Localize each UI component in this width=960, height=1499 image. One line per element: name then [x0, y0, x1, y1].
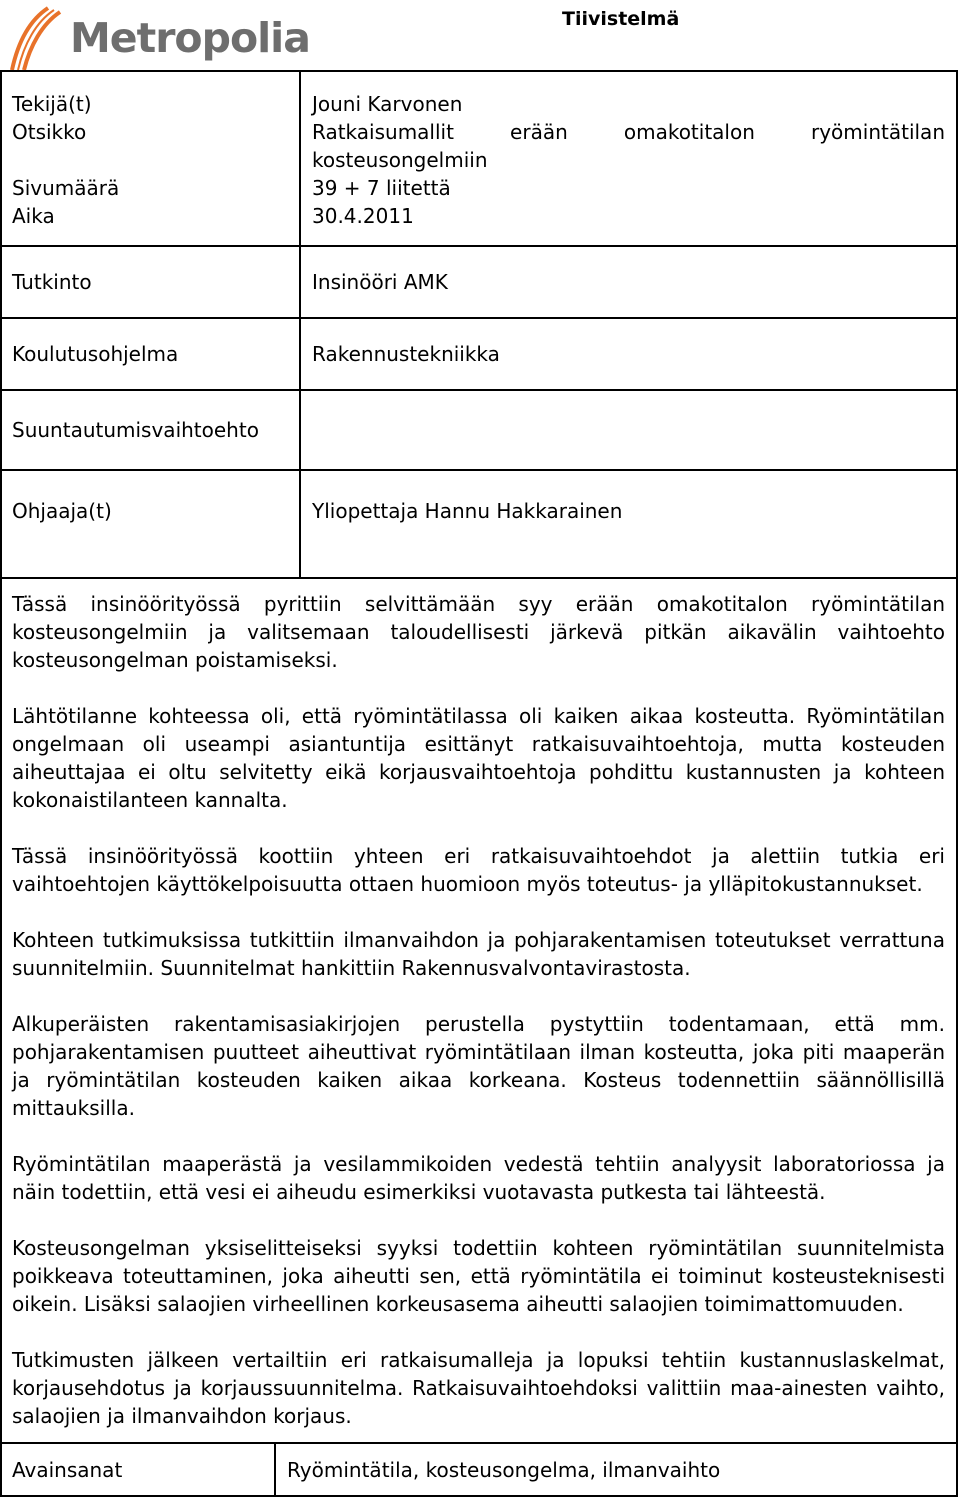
keywords-column-divider [274, 1442, 276, 1497]
pages-value: 39 + 7 liitettä [312, 176, 451, 200]
metropolia-logo [8, 2, 328, 72]
programme-value: Rakennustekniikka [312, 342, 500, 366]
title-value-line1: Ratkaisumallit erään omakotitalon ryömintätilan [312, 120, 945, 144]
abstract-paragraph: Tutkimusten jälkeen vertailtiin eri ratkaisumalleja ja lopuksi tehtiin kustannuslaskelmat, korjausehdotus ja korjaussuunnitelma. Ratkaisuvaihtoehdoksi valittiin maa-ainesten vaihto, salaojien ja ilmanvaihdon korjaus. [12, 1348, 945, 1428]
info-table-column-divider [299, 70, 301, 579]
specialisation-label: Suuntautumisvaihtoehto [12, 418, 259, 442]
logo-flame-icon [8, 2, 78, 72]
supervisor-value: Yliopettaja Hannu Hakkarainen [312, 499, 623, 523]
abstract-paragraph: Lähtötilanne kohteessa oli, että ryömintätilassa oli kaiken aikaa kosteutta. Ryömintätilan ongelmaan oli useampi asiantuntija esittänyt ratkaisuvaihtoehtoja, mutta kosteuden aiheuttajaa ei oltu selvitetty eikä korjausvaihtoehtoja pohdittu kustannusten ja kohteen kokonaistilanteen kannalta. [12, 704, 945, 812]
abstract-paragraph: Alkuperäisten rakentamisasiakirjojen perustella pystyttiin todentamaan, että mm. pohjarakentamisen puutteet aiheuttivat ryömintätilaan ilman kosteutta, joka piti maaperän ja ryömintätilan kosteuden kaiken aikaa korkeana. Kosteus todennettiin säännöllisillä mittauksilla. [12, 1012, 945, 1120]
pages-label: Sivumäärä [12, 176, 120, 200]
author-label: Tekijä(t) [12, 92, 92, 116]
row-divider-1 [0, 245, 958, 247]
keywords-label: Avainsanat [12, 1458, 123, 1482]
abstract-body [12, 590, 945, 1430]
degree-value: Insinööri AMK [312, 270, 448, 294]
abstract-paragraph: Kohteen tutkimuksissa tutkittiin ilmanvaihdon ja pohjarakentamisen toteutukset verrattuna suunnitelmiin. Suunnitelmat hankittiin Rakennusvalvontavirastosta. [12, 928, 945, 980]
title-value-line2: kosteusongelmiin [312, 148, 488, 172]
abstract-paragraph: Tässä insinöörityössä pyrittiin selvittämään syy erään omakotitalon ryömintätilan kosteusongelmiin ja valitsemaan taloudellisesti järkevä pitkän aikavälin vaihtoehto kosteusongelman poistamiseksi. [12, 592, 945, 672]
author-value: Jouni Karvonen [312, 92, 463, 116]
abstract-paragraph: Ryömintätilan maaperästä ja vesilammikoiden vedestä tehtiin analyysit laboratoriossa ja näin todettiin, että vesi ei aiheudu esimerkiksi vuotavasta putkesta tai lähteestä. [12, 1152, 945, 1204]
row-divider-3 [0, 389, 958, 391]
abstract-paragraph: Tässä insinöörityössä koottiin yhteen eri ratkaisuvaihtoehdot ja alettiin tutkia eri vaihtoehtojen käyttökelpoisuutta ottaen huomioon myös toteutus- ja ylläpitokustannukset. [12, 844, 945, 896]
degree-label: Tutkinto [12, 270, 92, 294]
date-label: Aika [12, 204, 55, 228]
row-divider-4 [0, 469, 958, 471]
abstract-left-border [0, 578, 2, 1444]
abstract-right-border [956, 578, 958, 1444]
row-divider-2 [0, 317, 958, 319]
supervisor-label: Ohjaaja(t) [12, 499, 112, 523]
keywords-value: Ryömintätila, kosteusongelma, ilmanvaihto [287, 1458, 721, 1482]
title-label: Otsikko [12, 120, 87, 144]
abstract-paragraph: Kosteusongelman yksiselitteiseksi syyksi todettiin kohteen ryömintätilan suunnitelmista poikkeava toteuttaminen, joka aiheutti sen, että ryömintätila ei toiminut kosteusteknisesti oikein. Lisäksi salaojien virheellinen korkeusasema aiheutti salaojien toimimattomuuden. [12, 1236, 945, 1316]
date-value: 30.4.2011 [312, 204, 414, 228]
logo-text: Metropolia [70, 14, 310, 62]
document-type-title: Tiivistelmä [562, 8, 680, 30]
programme-label: Koulutusohjelma [12, 342, 179, 366]
